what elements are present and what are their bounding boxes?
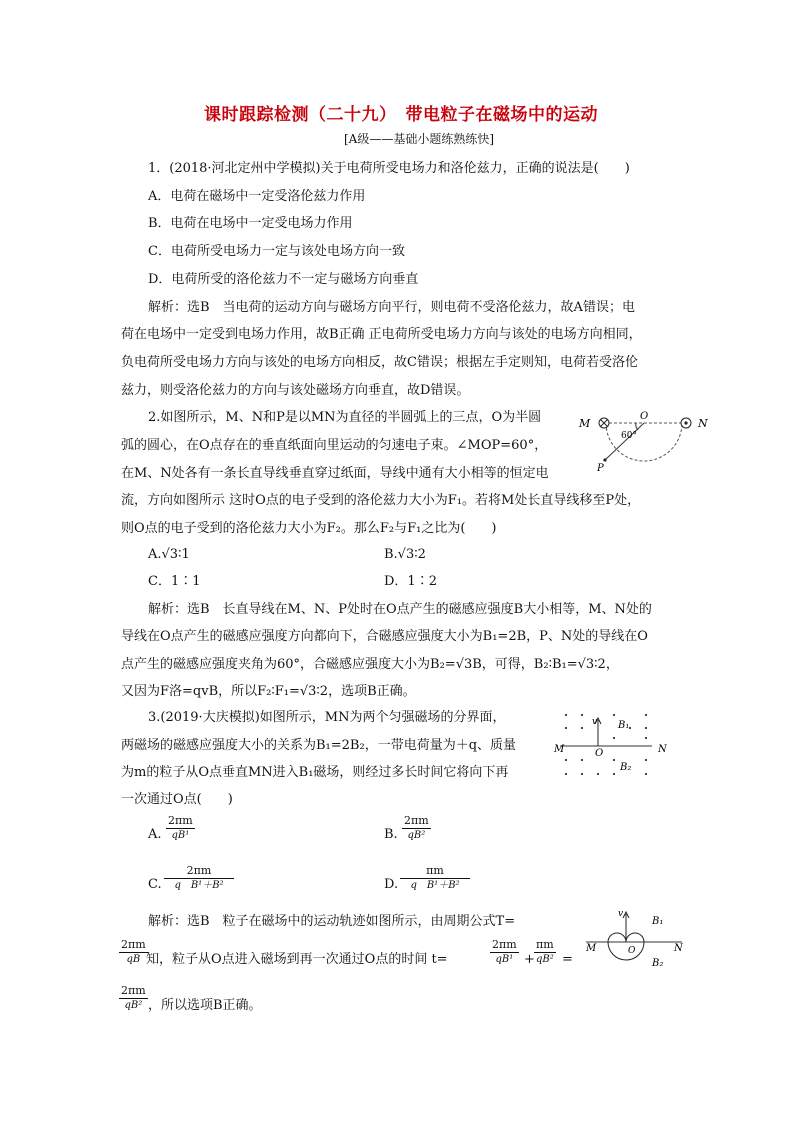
page-title: 课时跟踪检测（二十九） 带电粒子在磁场中的运动 [204, 105, 598, 125]
label-b2: B₂ [652, 958, 664, 969]
fraction-denominator: qB [126, 954, 141, 965]
q3-answer-fraction [490, 938, 519, 967]
label-m: M [579, 417, 591, 430]
q1-answer-line: 荷在电场中一定受到电场力作用，故B正确 正电荷所受电场力方向与该处的电场方向相同， [121, 327, 642, 342]
label-o: O [595, 748, 604, 759]
q3-figure-trajectory [582, 906, 692, 972]
fraction-numerator: 2πm [404, 814, 429, 827]
fraction-denominator: qB¹ [495, 954, 514, 965]
q1-option-a: A．电荷在磁场中一定受洛伦兹力作用 [148, 189, 366, 204]
fraction-denominator: qB² [407, 830, 426, 841]
label-p: P [597, 463, 604, 472]
label-o: O [628, 946, 636, 956]
label-o: O [640, 411, 649, 422]
q2-answer-line: 导线在O点产生的磁感应强度方向都向下，合磁感应强度大小为B₁=2B，P、N处的导线在O [121, 629, 648, 644]
q3-stem-line: 为m的粒子从O点垂直MN进入B₁磁场，则经过多长时间它将向下再 [121, 765, 509, 780]
q2-stem-line: 则O点的电子受到的洛伦兹力大小为F₂。那么F₂与F₁之比为( ) [121, 521, 497, 536]
q3-answer-line: 解析：选B 粒子在磁场中的运动轨迹如图所示，由周期公式T= [148, 914, 516, 929]
q3-figure-fields [552, 708, 692, 782]
q3-answer-fraction [534, 938, 556, 967]
q3-answer-fraction [119, 984, 148, 1013]
q3-answer-plus: + [524, 952, 535, 967]
q1-answer-line: 解析：选B 当电荷的运动方向与磁场方向平行，则电荷不受洛伦兹力，故A错误；电 [148, 300, 635, 315]
q2-answer-line: 解析：选B 长直导线在M、N、P处时在O点产生的磁感应强度B大小相等，M、N处的 [148, 602, 652, 617]
label-b1: B₁ [618, 720, 630, 731]
fraction-numerator: 2πm [121, 938, 146, 951]
q2-stem-line: 2.如图所示，M、N和P是以MN为直径的半圆弧上的三点，O为半圆 [148, 410, 542, 425]
q3-stem-line: 一次通过O点( ) [121, 792, 233, 807]
label-v: v [618, 909, 624, 919]
q1-answer-line: 兹力，则受洛伦兹力的方向与该处磁场方向垂直，故D错误。 [121, 383, 470, 398]
q2-option-d: D．1∶2 [384, 574, 437, 589]
label-m: M [554, 744, 565, 755]
q1-option-c: C．电荷所受电场力一定与该处电场方向一致 [148, 244, 405, 259]
q1-option-d: D．电荷所受的洛伦兹力不一定与磁场方向垂直 [148, 272, 419, 287]
q3-option-c-fraction [164, 864, 234, 893]
fraction-numerator: πm [400, 864, 470, 879]
q3-option-c-label: C. [148, 877, 162, 892]
q3-stem-line: 3.(2019·大庆模拟)如图所示，MN为两个匀强磁场的分界面， [148, 710, 506, 725]
fraction-denominator: q B¹＋B² [174, 880, 224, 891]
q2-option-c: C．1∶1 [148, 574, 201, 589]
q3-stem-line: 两磁场的磁感应强度大小的关系为B₁=2B₂，一带电荷量为＋q、质量 [121, 738, 517, 753]
fraction-numerator: 2πm [121, 984, 146, 997]
label-angle: 60° [621, 431, 637, 441]
label-n: N [698, 417, 708, 430]
fraction-denominator: qB¹ [171, 830, 190, 841]
fraction-numerator: 2πm [164, 864, 234, 879]
q3-answer-fraction [119, 938, 148, 967]
fraction-denominator: qB² [124, 1000, 143, 1011]
q3-answer-line: 知，粒子从O点进入磁场到再一次通过O点的时间 t= [146, 952, 448, 967]
q2-option-a: A.√3∶1 [148, 547, 190, 562]
q2-stem-line: 弧的圆心，在O点存在的垂直纸面向里运动的匀速电子束。∠MOP=60°， [121, 438, 548, 453]
label-n: N [674, 943, 683, 954]
q3-option-d-fraction [400, 864, 470, 893]
q3-option-b-label: B. [384, 827, 398, 842]
section-level: [A级——基础小题练熟练快] [344, 132, 495, 146]
q2-stem-line: 流，方向如图所示 这时O点的电子受到的洛伦兹力大小为F₁。若将M处长直导线移至P处， [121, 493, 641, 508]
fraction-denominator: qB² [535, 954, 554, 965]
fraction-numerator: 2πm [492, 938, 517, 951]
q2-figure [574, 410, 714, 472]
label-b1: B₁ [652, 916, 664, 927]
q1-answer-line: 负电荷所受电场力方向与该处的电场方向相反，故C错误；根据左手定则知，电荷若受洛伦 [121, 355, 638, 370]
q2-answer-line: 又因为F洛=qvB，所以F₂∶F₁=√3∶2，选项B正确。 [121, 684, 416, 699]
label-v: v [592, 717, 598, 727]
q2-stem-line: 在M、N处各有一条长直导线垂直穿过纸面，导线中通有大小相等的恒定电 [121, 466, 549, 481]
q3-answer-equals: = [562, 952, 573, 967]
q2-option-b: B.√3∶2 [384, 547, 426, 562]
q3-option-d-label: D. [384, 877, 399, 892]
q3-option-a-fraction [166, 814, 195, 843]
q1-option-b: B．电荷在电场中一定受电场力作用 [148, 216, 353, 231]
q3-option-a-label: A. [148, 827, 162, 842]
fraction-denominator: q B¹＋B² [410, 880, 460, 891]
q3-option-b-fraction [402, 814, 431, 843]
label-b2: B₂ [620, 762, 632, 773]
q3-answer-line: ，所以选项B正确。 [148, 998, 262, 1013]
q2-answer-line: 点产生的磁感应强度夹角为60°，合磁感应强度大小为B₂=√3B，可得，B₂∶B₁=√3∶2， [121, 657, 619, 672]
fraction-numerator: πm [536, 938, 554, 951]
label-m: M [586, 943, 597, 954]
q1-stem: 1．(2018·河北定州中学模拟)关于电荷所受电场力和洛伦兹力，正确的说法是( ) [148, 161, 630, 176]
label-n: N [658, 744, 667, 755]
fraction-numerator: 2πm [168, 814, 193, 827]
